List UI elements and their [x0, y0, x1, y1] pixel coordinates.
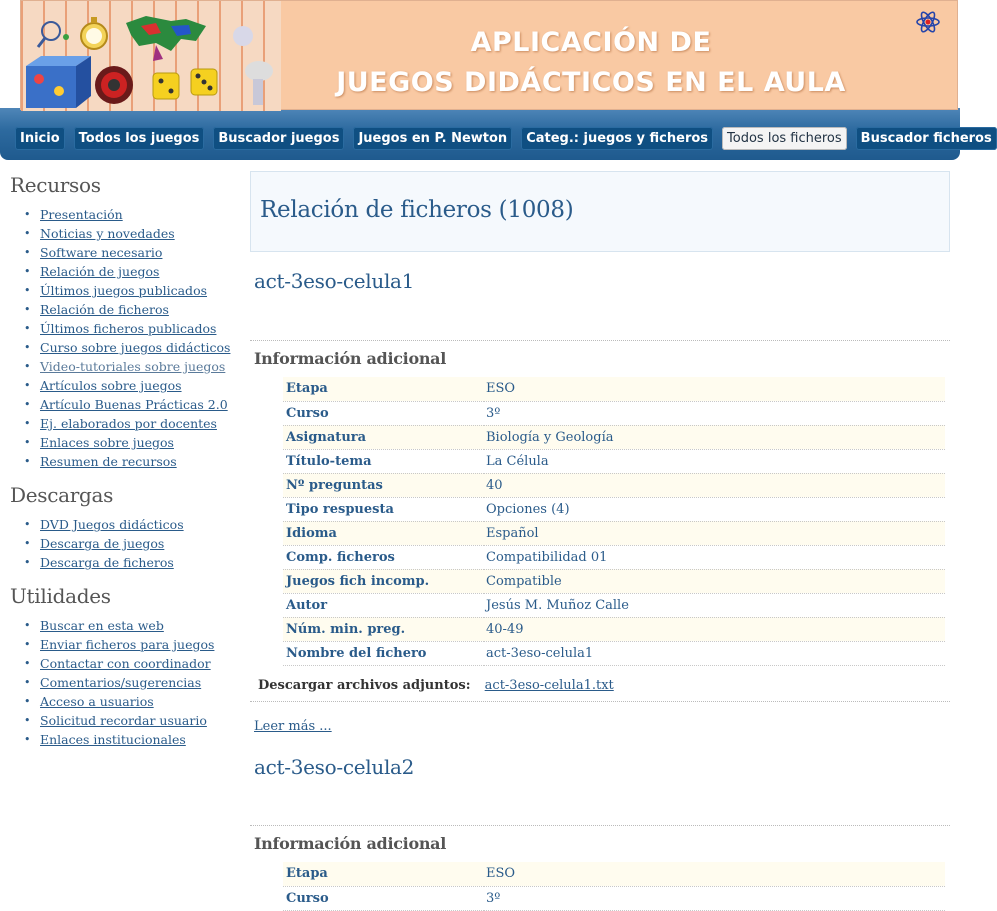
divider — [250, 825, 950, 826]
field-key: Idioma — [283, 521, 484, 545]
tab-buscador-ficheros[interactable]: Buscador ficheros — [856, 127, 997, 150]
table-row — [283, 425, 945, 449]
main-content — [250, 171, 950, 906]
sidebar-link-curso[interactable]: Curso sobre juegos didácticos — [40, 340, 231, 355]
list-item — [40, 730, 235, 749]
list-item — [40, 262, 235, 281]
sidebar-link-video-tutoriales[interactable]: Video-tutoriales sobre juegos — [40, 359, 226, 374]
table-row — [283, 617, 945, 641]
field-value: 40-49 — [484, 617, 945, 641]
tab-buscador-juegos[interactable]: Buscador juegos — [213, 127, 344, 150]
atom-icon — [915, 9, 941, 35]
table-row — [283, 569, 945, 593]
field-value: Jesús M. Muñoz Calle — [484, 593, 945, 617]
field-value: 3º — [484, 401, 945, 425]
banner-title — [291, 23, 891, 103]
banner-illustration — [21, 1, 281, 111]
field-key: Asignatura — [283, 425, 484, 449]
list-item — [40, 300, 235, 319]
banner-title-line2: JUEGOS DIDÁCTICOS EN EL AULA — [336, 67, 846, 98]
sidebar-link-noticias[interactable]: Noticias y novedades — [40, 226, 175, 241]
table-row — [283, 862, 945, 886]
list-item — [40, 338, 235, 357]
attachment-link[interactable]: act-3eso-celula1.txt — [484, 678, 614, 693]
tab-juegos-p-newton[interactable]: Juegos en P. Newton — [353, 127, 512, 150]
list-item — [40, 616, 235, 635]
sidebar-link-articulos[interactable]: Artículos sobre juegos — [40, 378, 182, 393]
field-key: Núm. min. preg. — [283, 617, 484, 641]
main-nav — [15, 127, 997, 150]
divider — [250, 340, 950, 341]
sidebar-link-buenas-practicas[interactable]: Artículo Buenas Prácticas 2.0 — [40, 397, 228, 412]
sidebar-link-descarga-juegos[interactable]: Descarga de juegos — [40, 536, 165, 551]
sidebar-list-descargas — [40, 515, 235, 572]
field-key: Comp. ficheros — [283, 545, 484, 569]
list-item — [40, 553, 235, 572]
list-item — [40, 414, 235, 433]
sidebar-heading-recursos: Recursos — [10, 173, 101, 197]
sidebar — [10, 173, 235, 761]
divider — [250, 701, 950, 702]
field-value: Compatible — [484, 569, 945, 593]
banner — [20, 0, 958, 110]
list-item — [40, 673, 235, 692]
field-value: ESO — [484, 377, 945, 401]
list-item — [40, 319, 235, 338]
sidebar-link-dvd[interactable]: DVD Juegos didácticos — [40, 517, 184, 532]
list-item — [40, 395, 235, 414]
field-value: La Célula — [484, 449, 945, 473]
field-value: act-3eso-celula1 — [484, 641, 945, 665]
item-title-2[interactable]: act-3eso-celula2 — [254, 755, 415, 779]
sidebar-link-relacion-juegos[interactable]: Relación de juegos — [40, 264, 160, 279]
sidebar-link-recordar-usuario[interactable]: Solicitud recordar usuario — [40, 713, 207, 728]
table-row — [283, 497, 945, 521]
list-item — [40, 515, 235, 534]
list-item — [40, 452, 235, 471]
sidebar-link-ultimos-ficheros[interactable]: Últimos ficheros publicados — [40, 321, 217, 336]
field-key: Nombre del fichero — [283, 641, 484, 665]
table-row — [283, 473, 945, 497]
sidebar-link-relacion-ficheros[interactable]: Relación de ficheros — [40, 302, 169, 317]
list-item — [40, 243, 235, 262]
field-key: Etapa — [283, 377, 484, 401]
sidebar-link-contactar[interactable]: Contactar con coordinador — [40, 656, 211, 671]
field-key: Título-tema — [283, 449, 484, 473]
sidebar-link-descarga-ficheros[interactable]: Descarga de ficheros — [40, 555, 174, 570]
info-table-1 — [283, 377, 945, 666]
info-heading-1: Información adicional — [254, 349, 446, 368]
field-value: Biología y Geología — [484, 425, 945, 449]
list-item — [40, 534, 235, 553]
table-row — [283, 545, 945, 569]
sidebar-link-ej-docentes[interactable]: Ej. elaborados por docentes — [40, 416, 217, 431]
tab-categorias[interactable]: Categ.: juegos y ficheros — [521, 127, 713, 150]
field-key: Curso — [283, 886, 484, 910]
read-more-link[interactable]: Leer más ... — [254, 719, 332, 734]
list-item — [40, 692, 235, 711]
field-value: Español — [484, 521, 945, 545]
info-heading-2: Información adicional — [254, 834, 446, 853]
list-item — [40, 281, 235, 300]
field-key: Curso — [283, 401, 484, 425]
field-key: Nº preguntas — [283, 473, 484, 497]
list-item — [40, 205, 235, 224]
sidebar-link-ultimos-juegos[interactable]: Últimos juegos publicados — [40, 283, 208, 298]
sidebar-link-buscar[interactable]: Buscar en esta web — [40, 618, 164, 633]
info-table-2 — [283, 862, 945, 911]
sidebar-link-software[interactable]: Software necesario — [40, 245, 163, 260]
table-row — [283, 593, 945, 617]
table-row — [283, 886, 945, 910]
table-row — [283, 449, 945, 473]
attachments — [258, 678, 614, 693]
sidebar-link-comentarios[interactable]: Comentarios/sugerencias — [40, 675, 202, 690]
sidebar-link-resumen[interactable]: Resumen de recursos — [40, 454, 177, 469]
list-item — [40, 635, 235, 654]
banner-title-line1: APLICACIÓN DE — [470, 27, 712, 58]
sidebar-link-enviar-ficheros[interactable]: Enviar ficheros para juegos — [40, 637, 215, 652]
page-title: Relación de ficheros (1008) — [260, 197, 574, 223]
list-item — [40, 433, 235, 452]
list-item — [40, 357, 235, 376]
field-value: Opciones (4) — [484, 497, 945, 521]
field-key: Autor — [283, 593, 484, 617]
sidebar-list-recursos — [40, 205, 235, 471]
header — [0, 0, 992, 160]
field-value: Compatibilidad 01 — [484, 545, 945, 569]
sidebar-list-utilidades — [40, 616, 235, 749]
field-key: Juegos fich incomp. — [283, 569, 484, 593]
field-key: Tipo respuesta — [283, 497, 484, 521]
page-title-box — [250, 171, 950, 252]
field-value: 3º — [484, 886, 945, 910]
sidebar-heading-utilidades: Utilidades — [10, 584, 111, 608]
tab-inicio[interactable]: Inicio — [15, 127, 65, 150]
list-item — [40, 711, 235, 730]
tab-todos-los-juegos[interactable]: Todos los juegos — [74, 127, 205, 150]
list-item — [40, 654, 235, 673]
sidebar-link-acceso[interactable]: Acceso a usuarios — [40, 694, 154, 709]
attachments-label: Descargar archivos adjuntos: — [258, 678, 471, 693]
tab-todos-los-ficheros[interactable]: Todos los ficheros — [722, 127, 847, 150]
table-row — [283, 641, 945, 665]
table-row — [283, 521, 945, 545]
sidebar-heading-descargas: Descargas — [10, 483, 114, 507]
sidebar-link-presentacion[interactable]: Presentación — [40, 207, 123, 222]
field-value: 40 — [484, 473, 945, 497]
table-row — [283, 377, 945, 401]
sidebar-link-enlaces-juegos[interactable]: Enlaces sobre juegos — [40, 435, 174, 450]
list-item — [40, 376, 235, 395]
list-item — [40, 224, 235, 243]
field-value: ESO — [484, 862, 945, 886]
item-title-1[interactable]: act-3eso-celula1 — [254, 269, 415, 293]
table-row — [283, 401, 945, 425]
field-key: Etapa — [283, 862, 484, 886]
sidebar-link-institucionales[interactable]: Enlaces institucionales — [40, 732, 186, 747]
